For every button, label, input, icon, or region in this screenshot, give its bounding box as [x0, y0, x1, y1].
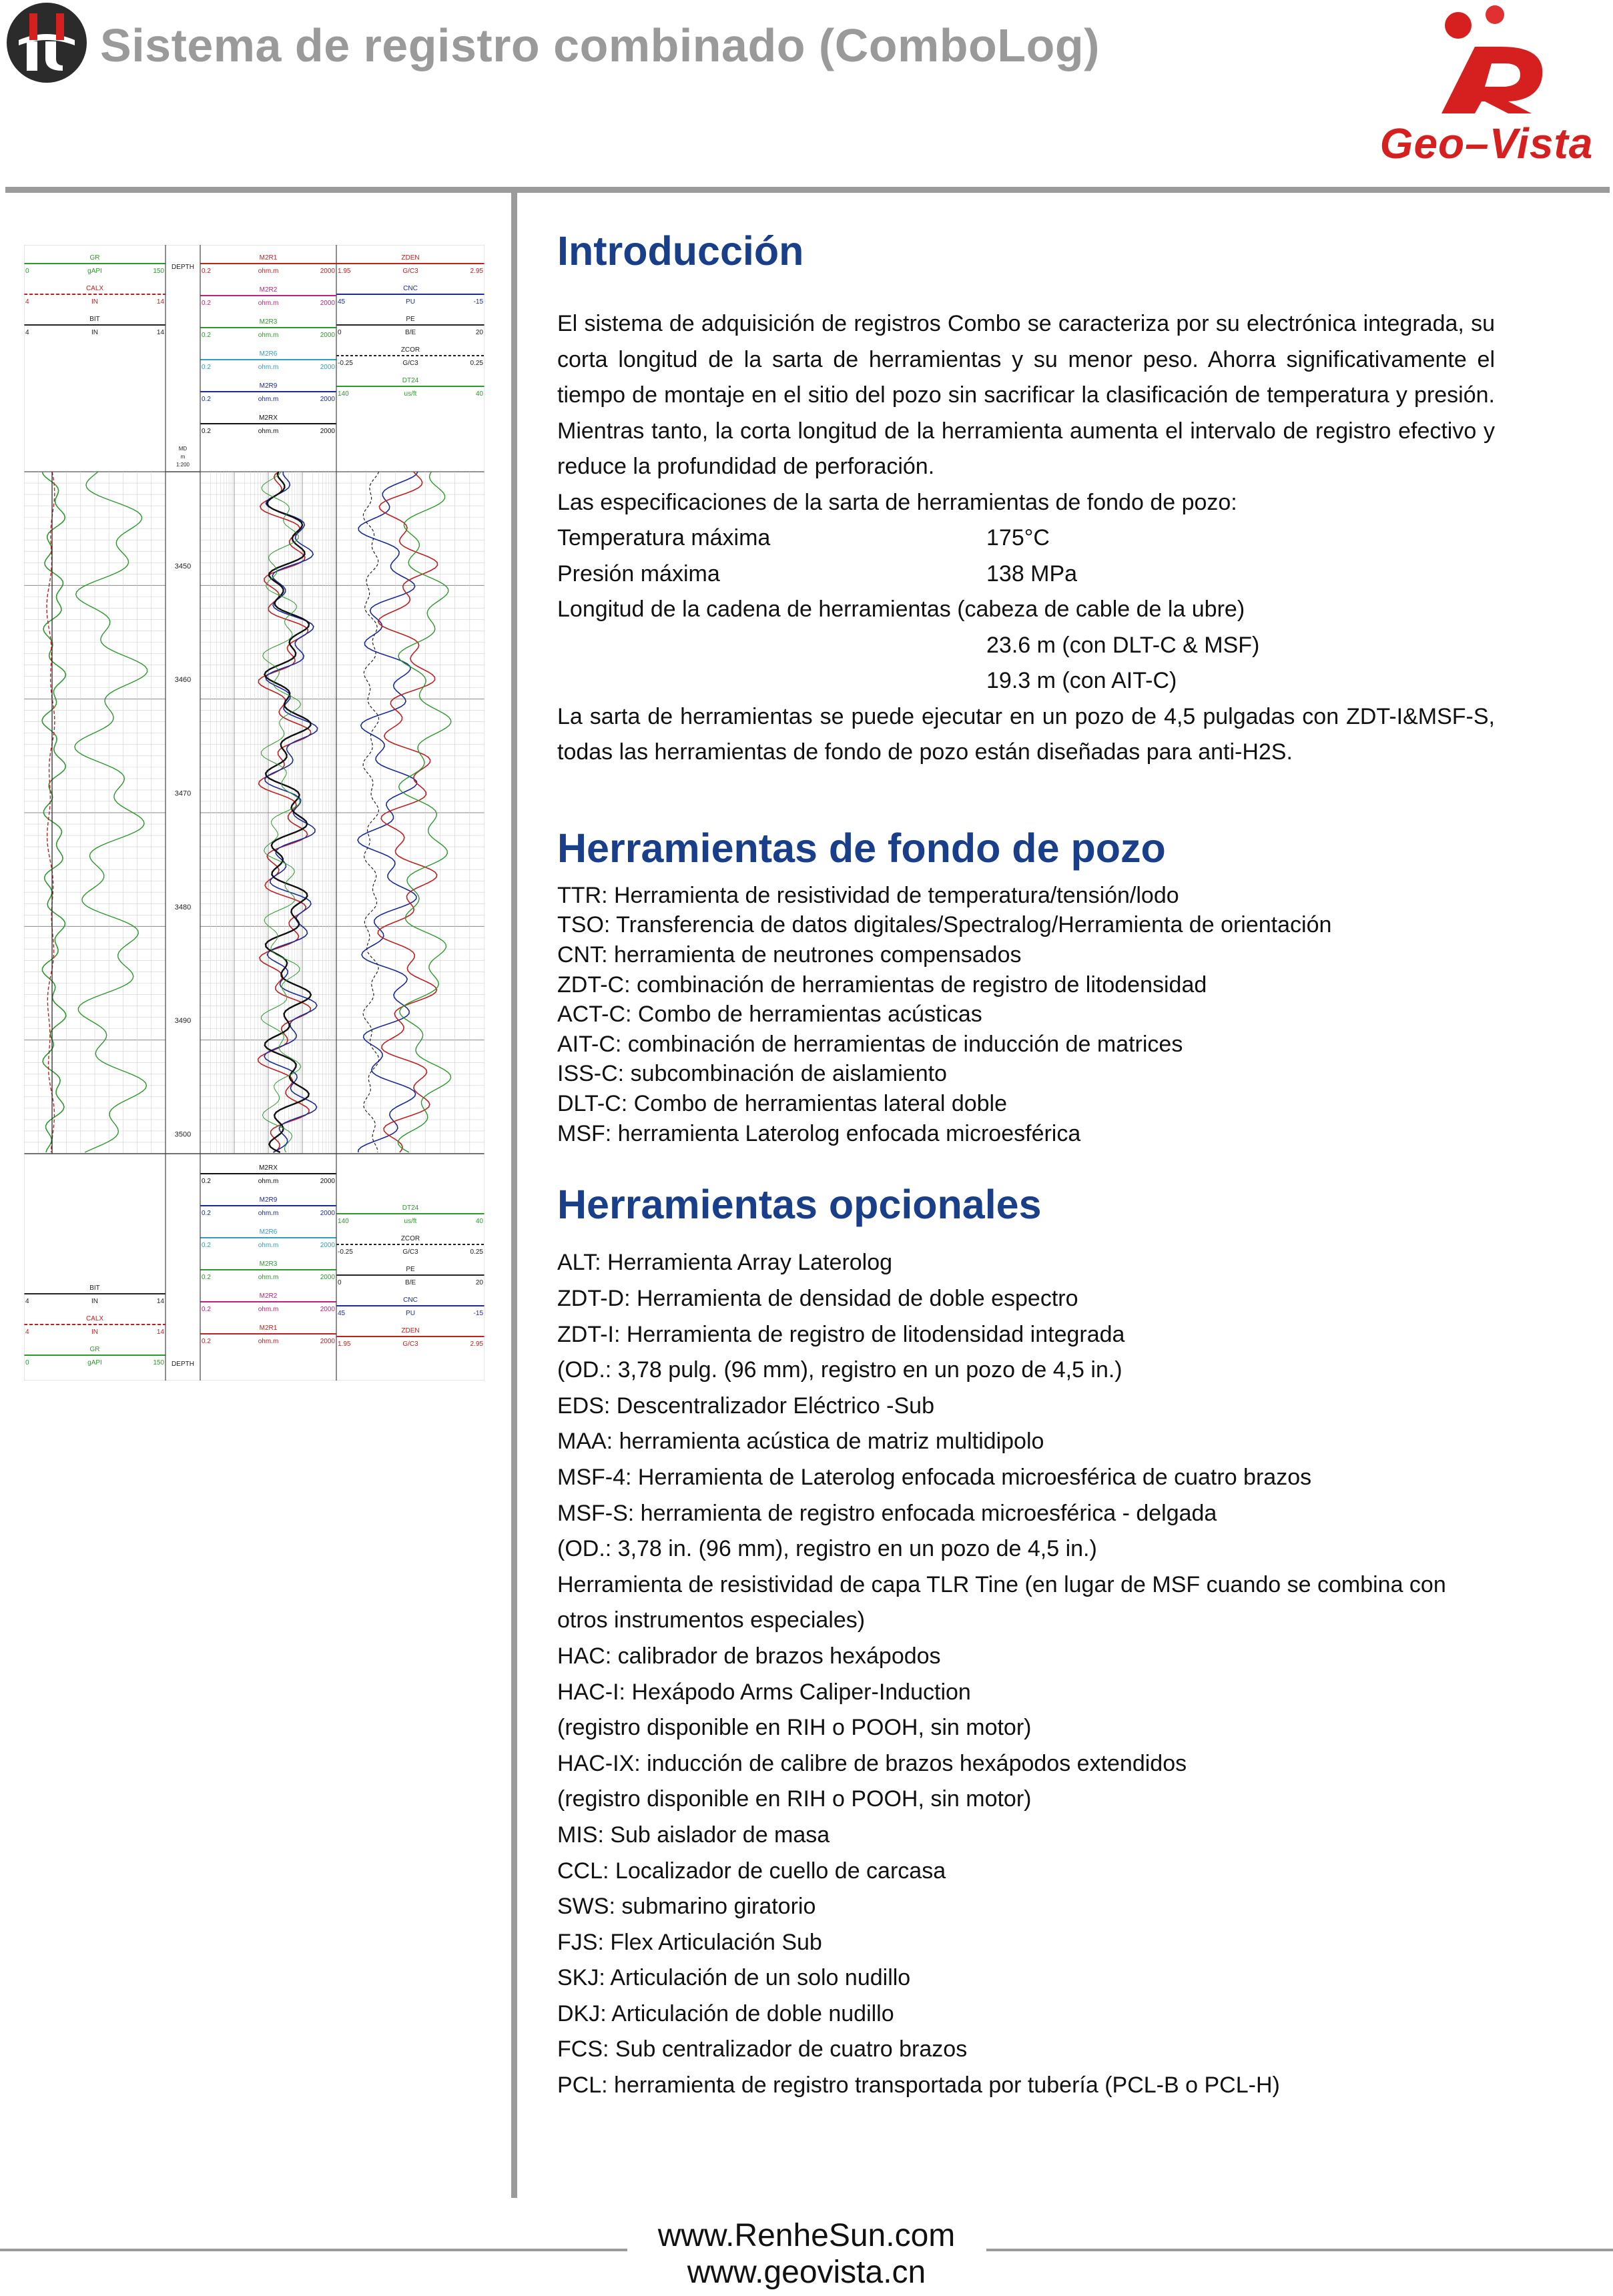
downhole-title: Herramientas de fondo de pozo	[557, 825, 1166, 871]
optional-item: MAA: herramienta acústica de matriz multidipolo	[557, 1429, 1044, 1455]
page-title: Sistema de registro combinado (ComboLog)	[100, 19, 1100, 71]
spec-value: 23.6 m (con DLT-C & MSF)	[986, 632, 1260, 658]
scale-max: 2000	[320, 1178, 335, 1185]
optional-item: FCS: Sub centralizador de cuatro brazos	[557, 2036, 968, 2062]
optional-item: DKJ: Articulación de doble nudillo	[557, 2000, 894, 2026]
downhole-item: TTR: Herramienta de resistividad de temperatura/tensión/lodo	[557, 882, 1179, 908]
optional-item: HAC-I: Hexápodo Arms Caliper-Induction	[557, 1679, 971, 1705]
specs-heading: Las especificaciones de la sarta de herramientas de fondo de pozo:	[557, 489, 1237, 515]
scale-left: 1.95	[338, 268, 351, 275]
depth-label: 3450	[174, 562, 192, 570]
optional-item: SWS: submarino giratorio	[557, 1894, 816, 1920]
optional-item: HAC: calibrador de brazos hexápodos	[557, 1643, 941, 1669]
scale-min: 0.2	[202, 1242, 211, 1249]
scale-right: 2.95	[470, 1341, 483, 1348]
spec-length-label: Longitud de la cadena de herramientas (cabeza de cable de la ubre)	[557, 597, 1245, 623]
curve-name: CNC	[403, 1296, 418, 1304]
scale-min: 0.2	[202, 364, 211, 371]
optional-item: (registro disponible en RIH o POOH, sin motor)	[557, 1786, 1032, 1812]
scale-min: 0.2	[202, 428, 211, 435]
scale-min: 0.2	[202, 332, 211, 339]
well-log-panel	[24, 245, 485, 1381]
scale-min: 0.2	[202, 268, 211, 275]
scale-min: 0.2	[202, 1274, 211, 1281]
scale-left: -0.25	[338, 360, 353, 367]
curve-name: ZCOR	[400, 1235, 420, 1242]
log-bottom-header	[24, 1154, 485, 1368]
scale-unit: IN	[91, 329, 98, 336]
scale-unit: ohm.m	[258, 1274, 279, 1281]
scale-max: 2000	[320, 332, 335, 339]
scale-max: 2000	[320, 364, 335, 371]
spec-value: 138 MPa	[986, 560, 1078, 587]
depth-label: DEPTH	[172, 1361, 194, 1368]
scale-unit: IN	[91, 1298, 98, 1305]
optional-item: MSF-4: Herramienta de Laterolog enfocada microesférica de cuatro brazos	[557, 1464, 1312, 1490]
curve-name: PE	[406, 316, 415, 323]
optional-item: ZDT-D: Herramienta de densidad de doble espectro	[557, 1286, 1078, 1311]
main-content	[557, 227, 1495, 2104]
curve-name: ZCOR	[400, 346, 420, 354]
scale-left: 140	[338, 390, 349, 398]
downhole-item: AIT-C: combinación de herramientas de inducción de matrices	[557, 1031, 1183, 1057]
optional-item: (registro disponible en RIH o POOH, sin motor)	[557, 1715, 1032, 1741]
spec-temperature	[557, 520, 1495, 556]
scale-left: 140	[338, 1218, 349, 1225]
depth-label: 3490	[174, 1017, 192, 1026]
curve-name: GR	[89, 254, 100, 262]
curve-name: M2R9	[259, 382, 278, 390]
curve-name: CALX	[85, 285, 104, 292]
spec-length-1	[557, 628, 1495, 664]
scale-min: 0.2	[202, 396, 211, 403]
depth-md: MD	[178, 446, 188, 452]
downhole-item: CNT: herramienta de neutrones compensados	[557, 942, 1022, 968]
scale-min: 0.2	[202, 1178, 211, 1185]
scale-unit: gAPI	[87, 1359, 102, 1367]
downhole-item: MSF: herramienta Laterolog enfocada microesférica	[557, 1120, 1081, 1146]
curve-name: M2R9	[259, 1196, 278, 1204]
depth-label: 3500	[174, 1130, 192, 1139]
scale-min: 4	[25, 298, 29, 306]
scale-max: 2000	[320, 1242, 335, 1249]
downhole-list	[557, 881, 1495, 1148]
scale-unit: us/ft	[404, 390, 417, 398]
scale-max: 2000	[320, 396, 335, 403]
curve-name: M2R1	[259, 254, 278, 262]
spec-label: Presión máxima	[557, 560, 720, 587]
optional-title: Herramientas opcionales	[557, 1182, 1042, 1228]
curve-name: ZDEN	[401, 1327, 420, 1334]
optional-item: PCL: herramienta de registro transportada por tubería (PCL-B o PCL-H)	[557, 2072, 1280, 2098]
scale-max: 2000	[320, 1210, 335, 1217]
curve-name: CALX	[85, 1315, 104, 1322]
scale-left: 45	[338, 298, 346, 306]
intro-closing: La sarta de herramientas se puede ejecutar en un pozo de 4,5 pulgadas con ZDT-I&MSF-S, todas las herramientas de fondo de pozo están diseñadas para anti-H2S.	[557, 703, 1495, 765]
curve-name: M2R2	[259, 1292, 278, 1300]
curve-name: ZDEN	[401, 254, 420, 262]
optional-item: HAC-IX: inducción de calibre de brazos hexápodos extendidos	[557, 1750, 1187, 1776]
curve-name: PE	[406, 1266, 415, 1273]
optional-item: FJS: Flex Articulación Sub	[557, 1929, 822, 1955]
scale-min: 0.2	[202, 1338, 211, 1345]
scale-min: 0.2	[202, 1210, 211, 1217]
scale-max: 14	[156, 1328, 164, 1336]
curve-name: DT24	[402, 377, 419, 384]
scale-max: 150	[153, 1359, 164, 1367]
scale-unit: G/C3	[402, 268, 418, 275]
footer-link-geovista[interactable]: www.geovista.cn	[687, 2255, 926, 2290]
scale-unit: ohm.m	[258, 300, 279, 307]
scale-right: 40	[475, 390, 483, 398]
depth-label: DEPTH	[172, 264, 194, 271]
scale-right: 2.95	[470, 268, 483, 275]
scale-unit: ohm.m	[258, 1306, 279, 1313]
intro-paragraph: El sistema de adquisición de registros Combo se caracteriza por su electrónica integrada, su corta longitud de la sarta de herramientas y su menor peso. Ahorra significativamente el tiempo de montaje en el sitio del pozo sin sacrificar la clasificación de temperatura y presión. Mientras tanto, la corta longitud de la herramienta aumenta el intervalo de registro efectivo y reduce la profundidad de perforación.	[557, 311, 1495, 480]
depth-label: 3460	[174, 676, 192, 685]
scale-max: 2000	[320, 1306, 335, 1313]
footer-link-renhesun[interactable]: www.RenheSun.com	[657, 2218, 956, 2253]
scale-unit: ohm.m	[258, 396, 279, 403]
depth-label: 3480	[174, 903, 192, 911]
curve-name: DT24	[402, 1204, 419, 1212]
scale-max: 14	[156, 1298, 164, 1305]
spec-length-2	[557, 663, 1495, 699]
scale-unit: G/C3	[402, 1341, 418, 1348]
brand-name: Geo–Vista	[1379, 119, 1594, 167]
curve-name: M2RX	[259, 1164, 278, 1172]
scale-min: 0.2	[202, 300, 211, 307]
scale-unit: IN	[91, 298, 98, 306]
scale-min: 0.2	[202, 1306, 211, 1313]
scale-min: 4	[25, 1328, 29, 1336]
scale-unit: G/C3	[402, 1248, 418, 1256]
curve-name: GR	[89, 1346, 100, 1353]
scale-left: 0	[338, 1279, 342, 1286]
scale-left: 1.95	[338, 1341, 351, 1348]
curve-name: CNC	[403, 285, 418, 292]
column-divider	[511, 189, 517, 2198]
spec-value: 175°C	[986, 525, 1050, 551]
scale-max: 14	[156, 298, 164, 306]
scale-right: -15	[473, 298, 483, 306]
curve-name: BIT	[89, 1284, 100, 1292]
scale-max: 2000	[320, 428, 335, 435]
scale-max: 150	[153, 268, 164, 275]
scale-left: 45	[338, 1310, 346, 1317]
scale-right: -15	[473, 1310, 483, 1317]
optional-item: SKJ: Articulación de un solo nudillo	[557, 1965, 911, 1991]
header-divider	[5, 187, 1610, 193]
depth-label: 3470	[174, 789, 192, 798]
scale-unit: B/E	[404, 1279, 416, 1286]
optional-item: EDS: Descentralizador Eléctrico -Sub	[557, 1393, 935, 1419]
spec-label: Temperatura máxima	[557, 525, 771, 551]
scale-max: 2000	[320, 268, 335, 275]
optional-item: Herramienta de resistividad de capa TLR Tine (en lugar de MSF cuando se combina con otros instrumentos especiales)	[557, 1571, 1446, 1633]
scale-unit: ohm.m	[258, 332, 279, 339]
scale-unit: ohm.m	[258, 268, 279, 275]
curve-name: M2R6	[259, 1228, 278, 1236]
scale-max: 2000	[320, 1274, 335, 1281]
scale-left: -0.25	[338, 1248, 353, 1256]
scale-max: 2000	[320, 1338, 335, 1345]
curve-name: M2RX	[259, 414, 278, 422]
renhesun-logo-icon	[5, 1, 88, 84]
optional-item: CCL: Localizador de cuello de carcasa	[557, 1858, 946, 1884]
scale-unit: gAPI	[87, 268, 102, 275]
scale-unit: IN	[91, 1328, 98, 1336]
scale-min: 0	[25, 268, 29, 275]
scale-unit: us/ft	[404, 1218, 417, 1225]
scale-unit: PU	[406, 298, 415, 306]
spec-pressure	[557, 556, 1495, 593]
scale-unit: G/C3	[402, 360, 418, 367]
scale-unit: ohm.m	[258, 1338, 279, 1345]
downhole-item: TSO: Transferencia de datos digitales/Spectralog/Herramienta de orientación	[557, 912, 1332, 938]
log-body	[24, 472, 485, 1154]
optional-item: ZDT-I: Herramienta de registro de litodensidad integrada	[557, 1321, 1125, 1347]
scale-right: 40	[475, 1218, 483, 1225]
curve-name: M2R6	[259, 350, 278, 358]
scale-unit: B/E	[404, 329, 416, 336]
scale-unit: ohm.m	[258, 1210, 279, 1217]
scale-unit: ohm.m	[258, 1242, 279, 1249]
scale-right: 0.25	[470, 1248, 483, 1256]
downhole-item: ACT-C: Combo de herramientas acústicas	[557, 1002, 982, 1028]
scale-unit: ohm.m	[258, 428, 279, 435]
optional-item: ALT: Herramienta Array Laterolog	[557, 1250, 893, 1276]
scale-unit: PU	[406, 1310, 415, 1317]
curve-name: BIT	[89, 316, 100, 323]
curve-name: M2R3	[259, 1260, 278, 1268]
curve-name: M2R1	[259, 1324, 278, 1332]
scale-max: 2000	[320, 300, 335, 307]
optional-list	[557, 1245, 1495, 2103]
scale-min: 4	[25, 1298, 29, 1305]
optional-item: MSF-S: herramienta de registro enfocada microesférica - delgada	[557, 1500, 1217, 1526]
scale-unit: ohm.m	[258, 364, 279, 371]
footer	[0, 2207, 1613, 2294]
optional-item: (OD.: 3,78 pulg. (96 mm), registro en un pozo de 4,5 in.)	[557, 1357, 1122, 1383]
scale-min: 0	[25, 1359, 29, 1367]
scale-right: 20	[475, 329, 483, 336]
scale-left: 0	[338, 329, 342, 336]
curve-name: M2R2	[259, 286, 278, 294]
scale-unit: ohm.m	[258, 1178, 279, 1185]
depth-scale: 1:200	[176, 462, 190, 468]
downhole-item: DLT-C: Combo de herramientas lateral doble	[557, 1091, 1008, 1117]
downhole-item: ISS-C: subcombinación de aislamiento	[557, 1061, 947, 1087]
scale-right: 20	[475, 1279, 483, 1286]
downhole-item: ZDT-C: combinación de herramientas de registro de litodensidad	[557, 972, 1207, 998]
scale-right: 0.25	[470, 360, 483, 367]
log-top-header	[24, 254, 485, 472]
scale-min: 4	[25, 329, 29, 336]
intro-title: Introducción	[557, 228, 804, 274]
depth-unit: m	[180, 454, 186, 460]
spec-value: 19.3 m (con AIT-C)	[986, 668, 1177, 694]
scale-max: 14	[156, 329, 164, 336]
optional-item: (OD.: 3,78 in. (96 mm), registro en un pozo de 4,5 in.)	[557, 1536, 1097, 1562]
curve-name: M2R3	[259, 318, 278, 326]
optional-item: MIS: Sub aislador de masa	[557, 1822, 830, 1848]
